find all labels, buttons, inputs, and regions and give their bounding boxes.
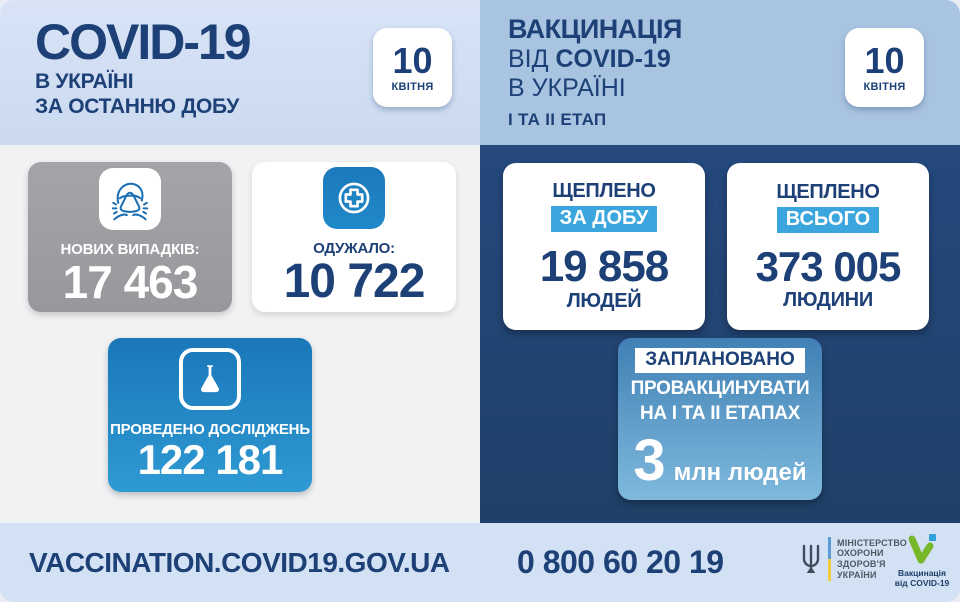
vaccination-logo-text xyxy=(895,568,950,588)
vaccination-logo-line-2: від COVID-19 xyxy=(894,578,950,589)
left-title-block xyxy=(35,16,250,119)
date-day: 10 xyxy=(864,39,905,81)
lab-flask-icon xyxy=(188,357,232,401)
recovered-card xyxy=(252,162,456,312)
date-badge-left xyxy=(373,28,452,107)
vaccinated-per-day-card xyxy=(503,163,705,330)
vaccinated-day-value: 19 858 xyxy=(539,241,669,291)
page-title: COVID-19 xyxy=(35,14,250,70)
hotline-phone: 0 800 60 20 19 xyxy=(517,544,724,580)
header-right xyxy=(480,0,960,145)
planned-vaccination-card xyxy=(618,338,822,500)
recovered-label: ОДУЖАЛО: xyxy=(313,239,395,257)
ministry-of-health-logo xyxy=(800,537,907,581)
ministry-line-3: ЗДОРОВ'Я xyxy=(837,559,886,569)
tests-card xyxy=(108,338,312,492)
green-v-icon xyxy=(905,533,939,565)
vaccination-url: VACCINATION.COVID19.GOV.UA xyxy=(29,546,450,578)
footer xyxy=(0,523,960,602)
vaccination-line2-bold: COVID-19 xyxy=(555,45,671,74)
planned-value: 3 xyxy=(633,428,666,494)
recovered-icon-tile xyxy=(323,167,385,229)
tests-value: 122 181 xyxy=(137,435,283,483)
left-subtitle-2: ЗА ОСТАННЮ ДОБУ xyxy=(35,94,240,118)
left-subtitle-1: В УКРАЇНІ xyxy=(35,69,134,93)
trident-icon xyxy=(800,544,822,574)
tests-label: ПРОВЕДЕНО ДОСЛІДЖЕНЬ xyxy=(110,420,310,438)
vaccination-line2 xyxy=(508,45,682,74)
vaccination-campaign-logo xyxy=(893,533,951,588)
header-left xyxy=(0,0,480,145)
right-title-block xyxy=(508,14,682,130)
planned-line3: НА І ТА ІІ ЕТАПАХ xyxy=(639,402,801,424)
vaccinated-total-unit: ЛЮДИНИ xyxy=(783,289,873,312)
ministry-line-4: УКРАЇНИ xyxy=(837,569,877,580)
vaccinated-day-label: ЩЕПЛЕНО xyxy=(552,179,656,202)
planned-value-row xyxy=(633,428,807,494)
vaccination-stats-panel xyxy=(480,145,960,523)
vaccinated-total-highlight: ВСЬОГО xyxy=(777,207,879,233)
vaccinated-total-label: ЩЕПЛЕНО xyxy=(776,180,880,203)
vaccinated-total-value: 373 005 xyxy=(755,242,901,290)
covid-stats-panel xyxy=(0,145,480,523)
planned-highlight: ЗАПЛАНОВАНО xyxy=(635,348,805,373)
recovered-value: 10 722 xyxy=(283,254,425,308)
planned-line2: ПРОВАКЦИНУВАТИ xyxy=(630,377,810,399)
date-badge-right xyxy=(845,28,924,107)
date-month: КВІТНЯ xyxy=(863,80,906,93)
vaccination-stage-label: І ТА ІІ ЕТАП xyxy=(508,109,607,129)
vaccinated-day-unit: ЛЮДЕЙ xyxy=(566,290,642,313)
vaccination-logo-line-1: Вакцинація xyxy=(898,568,946,578)
vaccination-line3: В УКРАЇНІ xyxy=(508,73,626,102)
new-cases-value: 17 463 xyxy=(62,255,198,308)
new-cases-card xyxy=(28,162,232,312)
vaccinated-day-highlight: ЗА ДОБУ xyxy=(551,206,658,232)
vaccination-line2-prefix: ВІД xyxy=(508,45,556,74)
vaccinated-total-card xyxy=(727,163,929,330)
sneezing-person-icon xyxy=(105,174,155,224)
date-month: КВІТНЯ xyxy=(391,80,434,93)
date-day: 10 xyxy=(392,39,433,81)
planned-unit: млн людей xyxy=(673,459,807,487)
tests-icon-tile xyxy=(179,348,241,410)
ministry-line-1: МІНІСТЕРСТВО xyxy=(837,537,908,548)
vaccination-title: ВАКЦИНАЦІЯ xyxy=(508,14,682,44)
ministry-line-2: ОХОРОНИ xyxy=(837,548,884,559)
medical-cross-icon xyxy=(329,173,379,223)
logo-divider-bar xyxy=(828,537,831,581)
new-cases-label: НОВИХ ВИПАДКІВ: xyxy=(60,240,200,258)
new-cases-icon-tile xyxy=(99,168,161,230)
